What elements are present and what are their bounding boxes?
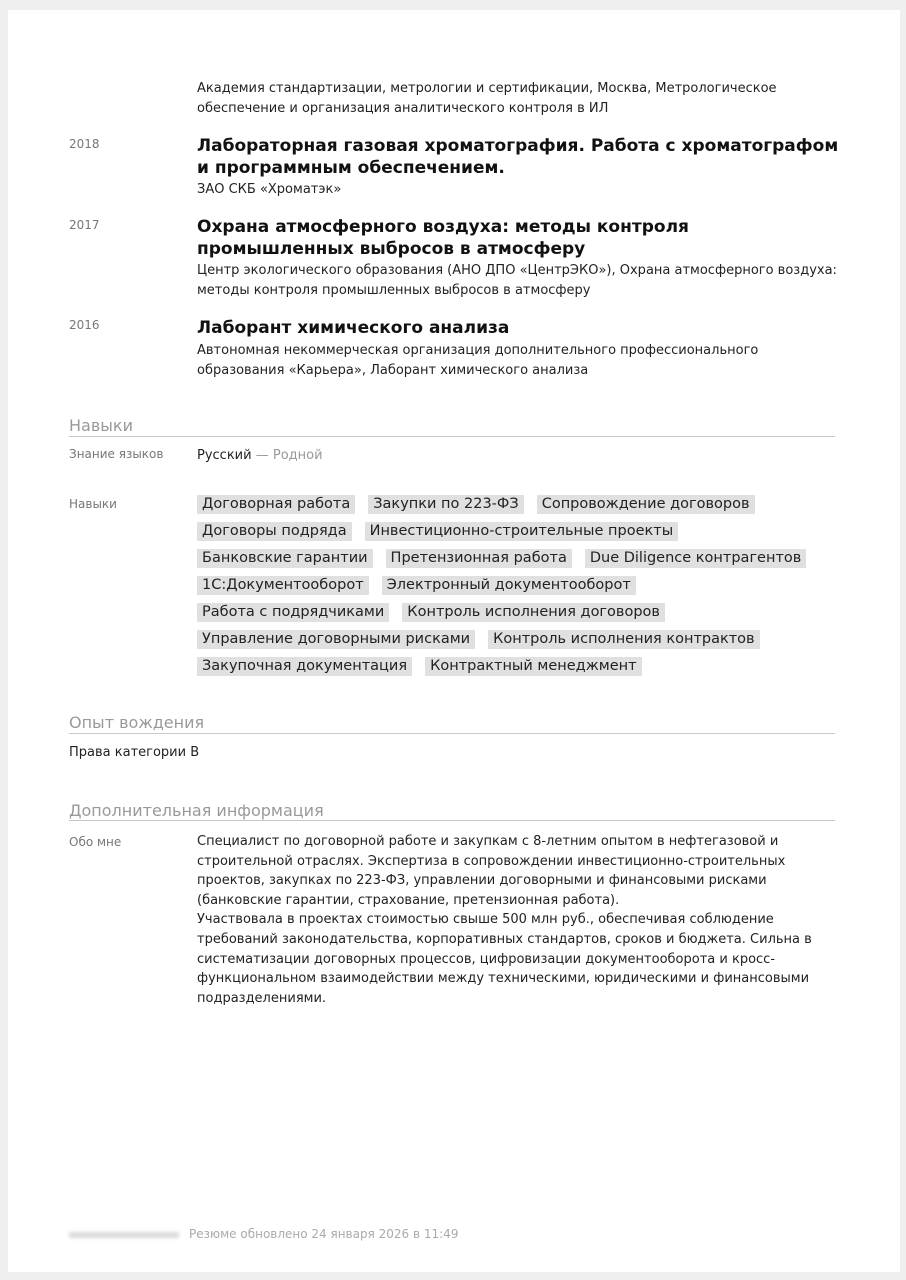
skill-tags xyxy=(197,493,817,682)
skill-tag: Сопровождение договоров xyxy=(537,495,755,514)
section-divider xyxy=(69,820,835,821)
skill-tag: Электронный документооборот xyxy=(382,576,636,595)
about-label: Обо мне xyxy=(69,835,122,849)
skill-tag-row xyxy=(197,601,817,628)
skill-tag: Управление договорными рисками xyxy=(197,630,475,649)
skill-tag: Договорная работа xyxy=(197,495,355,514)
skill-tag-row xyxy=(197,493,817,520)
section-title-skills: Навыки xyxy=(69,416,133,435)
skill-tag: Контроль исполнения договоров xyxy=(402,603,665,622)
skill-tag: 1С:Документооборот xyxy=(197,576,369,595)
section-divider xyxy=(69,733,835,734)
education-item-subtitle: Академия стандартизации, метрологии и сертификации, Москва, Метрологическое обеспечение и организация аналитического контроля в ИЛ xyxy=(197,81,777,116)
driving-license: Права категории B xyxy=(69,745,200,760)
about-text xyxy=(197,832,817,1008)
education-year: 2016 xyxy=(69,318,100,332)
skills-label: Навыки xyxy=(69,497,117,511)
skill-tag: Закупки по 223-ФЗ xyxy=(368,495,523,514)
skill-tag: Контроль исполнения контрактов xyxy=(488,630,760,649)
language-entry xyxy=(197,448,323,463)
skill-tag: Договоры подряда xyxy=(197,522,352,541)
language-name: Русский xyxy=(197,448,252,463)
language-dash: — xyxy=(255,448,269,463)
skill-tag-row xyxy=(197,520,817,547)
education-item-subtitle: Центр экологического образования (АНО ДПО «ЦентрЭКО»), Охрана атмосферного воздуха: методы контроля промышленных выбросов в атмосферу xyxy=(197,263,837,298)
skill-tag-row xyxy=(197,574,817,601)
section-title-driving: Опыт вождения xyxy=(69,713,205,732)
about-paragraph: Участвовала в проектах стоимостью свыше 500 млн руб., обеспечивая соблюдение требований законодательства, корпоративных стандартов, сроков и бюджета. Сильна в систематизации договорных процессов, цифровизации документооборота и кросс-функциональном взаимодействии между техническими, юридическими и финансовыми подразделениями. xyxy=(197,912,812,1006)
languages-label: Знание языков xyxy=(69,447,164,461)
education-year: 2018 xyxy=(69,137,100,151)
skill-tag: Контрактный менеджмент xyxy=(425,657,641,676)
skill-tag-row xyxy=(197,547,817,574)
skill-tag: Претензионная работа xyxy=(386,549,572,568)
education-item-subtitle: Автономная некоммерческая организация дополнительного профессионального образования «Карьера», Лаборант химического анализа xyxy=(197,343,759,378)
education-title: Лаборант химического анализа xyxy=(197,318,510,338)
section-title-additional: Дополнительная информация xyxy=(69,801,324,820)
skill-tag: Банковские гарантии xyxy=(197,549,373,568)
skill-tag: Закупочная документация xyxy=(197,657,412,676)
redacted-name xyxy=(69,1232,179,1238)
education-year: 2017 xyxy=(69,218,100,232)
education-title: Лабораторная газовая хроматография. Работа с хроматографом и программным обеспечением. xyxy=(197,136,839,178)
updated-text: Резюме обновлено 24 января 2026 в 11:49 xyxy=(189,1227,459,1241)
education-title: Охрана атмосферного воздуха: методы контроля промышленных выбросов в атмосферу xyxy=(197,217,689,259)
resume-page xyxy=(8,10,900,1272)
skill-tag-row xyxy=(197,628,817,655)
skill-tag: Работа с подрядчиками xyxy=(197,603,389,622)
footer xyxy=(69,1227,458,1241)
language-level: Родной xyxy=(272,448,323,463)
skill-tag-row xyxy=(197,655,817,682)
section-divider xyxy=(69,436,835,437)
skill-tag: Инвестиционно-строительные проекты xyxy=(365,522,679,541)
about-paragraph: Специалист по договорной работе и закупкам с 8-летним опытом в нефтегазовой и строительной отраслях. Экспертиза в сопровождении инвестиционно-строительных проектов, закупках по 223-ФЗ, управлении договорными и финансовыми рисками (банковские гарантии, страхование, претензионная работа). xyxy=(197,834,786,908)
skill-tag: Due Diligence контрагентов xyxy=(585,549,806,568)
education-item-subtitle: ЗАО СКБ «Хроматэк» xyxy=(197,182,342,197)
